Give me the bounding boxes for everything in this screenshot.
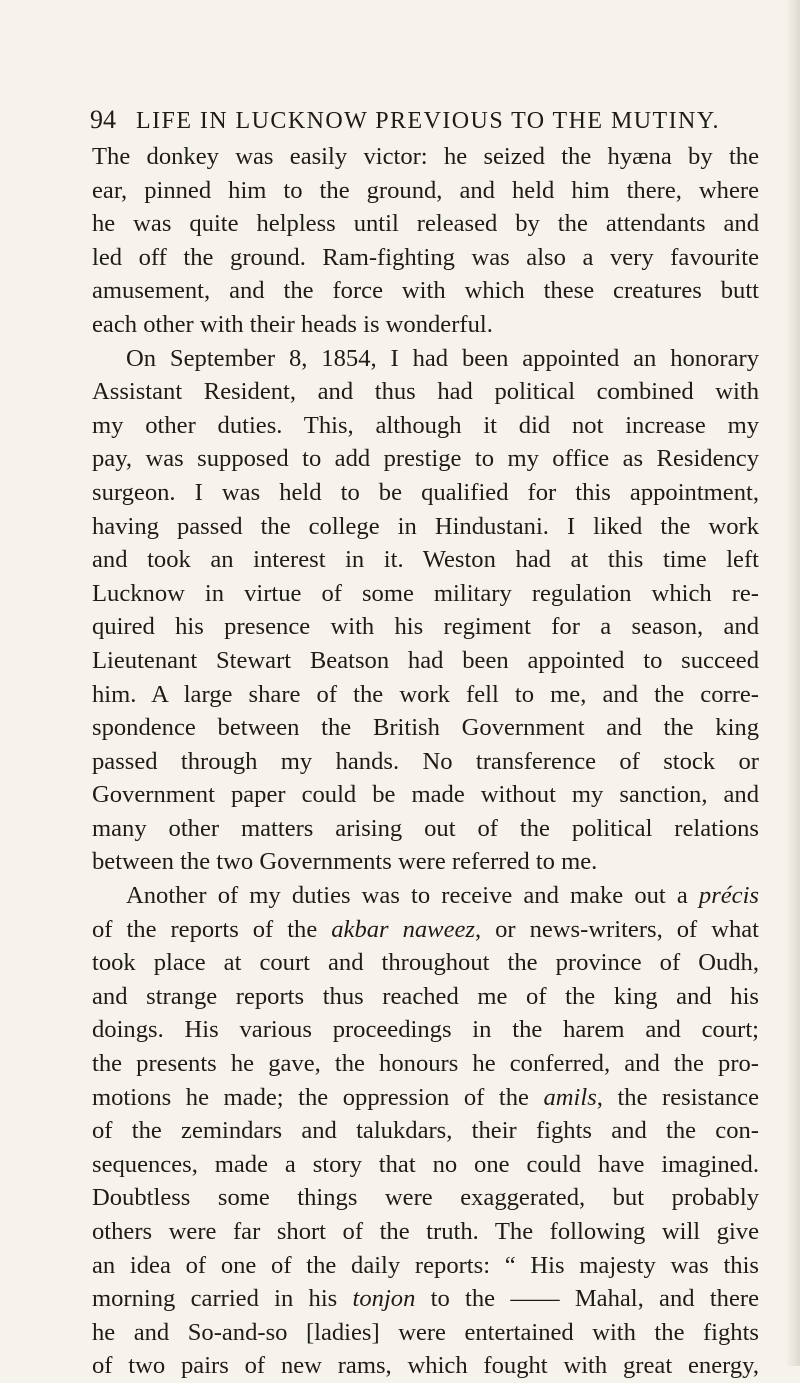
- text-line: [92, 1282, 759, 1316]
- text-segment: , the resistance: [596, 1083, 759, 1111]
- text-segment: quired his presence with his regiment for a season, and: [92, 613, 759, 641]
- text-line: [92, 543, 759, 577]
- text-segment: motions he made; the oppression of the: [92, 1083, 544, 1111]
- text-segment: to the —— Mahal, and there: [415, 1285, 759, 1313]
- text-segment: , or news-writers, of what: [475, 915, 759, 943]
- text-line: [92, 375, 759, 409]
- text-line: [92, 610, 759, 644]
- text-segment: passed through my hands. No transference of stock or: [92, 747, 759, 775]
- text-segment: each other with their heads is wonderful.: [92, 310, 493, 338]
- text-segment: having passed the college in Hindustani. I liked the work: [92, 512, 759, 540]
- text-segment: the presents he gave, the honours he conferred, and the pro-: [92, 1050, 759, 1078]
- text-segment: amusement, and the force with which these creatures butt: [92, 277, 759, 305]
- text-segment: him. A large share of the work fell to me, and the corre-: [92, 680, 759, 708]
- text-segment: sequences, made a story that no one could have imagined.: [92, 1150, 759, 1178]
- text-segment: Doubtless some things were exaggerated, but probably: [92, 1184, 759, 1212]
- text-line: [92, 812, 759, 846]
- text-line: [92, 1114, 759, 1148]
- text-line: [92, 1215, 759, 1249]
- page-number: 94: [90, 105, 116, 134]
- text-segment: took place at court and throughout the province of Oudh,: [92, 949, 759, 977]
- text-line: [92, 409, 759, 443]
- text-line: [92, 1047, 759, 1081]
- text-line: [92, 241, 759, 275]
- italic-term: amils: [543, 1083, 597, 1111]
- text-segment: and strange reports thus reached me of the king and his: [92, 982, 759, 1010]
- italic-term: précis: [698, 882, 759, 910]
- text-segment: of two pairs of new rams, which fought with great energy,: [92, 1352, 759, 1380]
- text-segment: spondence between the British Government and the king: [92, 714, 759, 742]
- page-edge-shadow: [786, 0, 800, 1366]
- text-line: [92, 946, 759, 980]
- text-segment: morning carried in his: [92, 1285, 353, 1313]
- text-segment: The donkey was easily victor: he seized the hyæna by the: [92, 143, 759, 170]
- text-segment: my other duties. This, although it did not increase my: [92, 411, 759, 439]
- text-line: [92, 510, 759, 544]
- text-line: [92, 476, 759, 510]
- text-line: [92, 1349, 759, 1383]
- text-line: [92, 711, 759, 745]
- text-line: [92, 644, 759, 678]
- running-title: LIFE IN LUCKNOW PREVIOUS TO THE MUTINY.: [136, 108, 720, 134]
- text-segment: of the reports of the: [92, 915, 332, 943]
- text-segment: Another of my duties was to receive and make out a: [126, 882, 699, 910]
- text-line: [92, 577, 759, 611]
- text-segment: of the zemindars and talukdars, their fights and the con-: [92, 1117, 759, 1145]
- text-line: [92, 1249, 759, 1283]
- text-line: [92, 274, 759, 308]
- text-segment: between the two Governments were referred to me.: [92, 848, 598, 876]
- text-line: [92, 845, 759, 879]
- running-header: [90, 100, 750, 140]
- text-line: [92, 745, 759, 779]
- text-line: [92, 1013, 759, 1047]
- italic-term: akbar naweez: [331, 915, 475, 943]
- text-segment: surgeon. I was held to be qualified for this appointment,: [92, 478, 759, 506]
- text-segment: doings. His various proceedings in the harem and court;: [92, 1016, 759, 1044]
- text-line: [92, 1148, 759, 1182]
- text-segment: On September 8, 1854, I had been appointed an honorary: [126, 344, 759, 372]
- text-line: [92, 678, 759, 712]
- text-line: [92, 1316, 759, 1350]
- text-segment: others were far short of the truth. The following will give: [92, 1218, 759, 1245]
- text-line: [92, 442, 759, 476]
- text-segment: led off the ground. Ram-fighting was also a very favourite: [92, 243, 759, 271]
- text-line: [92, 879, 759, 913]
- text-segment: many other matters arising out of the political relations: [92, 814, 759, 842]
- italic-term: tonjon: [352, 1285, 416, 1313]
- text-line: [92, 778, 759, 812]
- text-segment: Assistant Resident, and thus had political combined with: [92, 378, 759, 406]
- text-line: [92, 207, 759, 241]
- text-segment: he and So-and-so [ladies] were entertained with the fights: [92, 1318, 759, 1346]
- text-segment: an idea of one of the daily reports: “ His majesty was this: [92, 1251, 759, 1279]
- text-line: [92, 1081, 759, 1115]
- text-segment: and took an interest in it. Weston had at this time left: [92, 546, 759, 574]
- text-segment: ear, pinned him to the ground, and held him there, where: [92, 176, 759, 204]
- text-line: [92, 342, 759, 376]
- text-line: [92, 174, 759, 208]
- text-segment: Government paper could be made without my sanction, and: [92, 781, 759, 809]
- text-segment: pay, was supposed to add prestige to my office as Residency: [92, 445, 759, 473]
- text-segment: Lucknow in virtue of some military regulation which re-: [92, 579, 759, 607]
- text-line: [92, 1181, 759, 1215]
- text-line: [92, 913, 759, 947]
- body-text: [92, 140, 759, 1383]
- text-segment: he was quite helpless until released by the attendants and: [92, 210, 759, 238]
- text-segment: Lieutenant Stewart Beatson had been appointed to succeed: [92, 646, 759, 674]
- text-line: [92, 980, 759, 1014]
- text-line: [92, 308, 759, 342]
- text-line: [92, 140, 759, 174]
